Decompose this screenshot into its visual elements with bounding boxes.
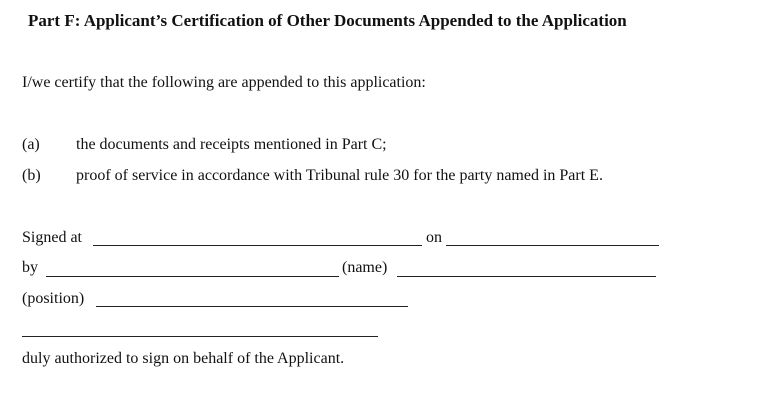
position-blank-line[interactable] [96, 306, 408, 307]
item-a-label: (a) [22, 136, 40, 153]
by-blank-line[interactable] [46, 276, 339, 277]
section-title: Part F: Applicant’s Certification of Other Documents Appended to the Application [28, 11, 627, 30]
signed-at-blank-line[interactable] [93, 245, 422, 246]
by-label: by [22, 259, 38, 276]
item-a-text: the documents and receipts mentioned in Part C; [76, 136, 387, 153]
item-b-label: (b) [22, 167, 41, 184]
closing-statement: duly authorized to sign on behalf of the Applicant. [22, 350, 345, 367]
name-label: (name) [342, 259, 388, 276]
position-label: (position) [22, 290, 85, 307]
date-blank-line[interactable] [446, 245, 659, 246]
item-b-text: proof of service in accordance with Tribunal rule 30 for the party named in Part E. [76, 167, 603, 184]
on-label: on [426, 229, 442, 246]
name-blank-line[interactable] [397, 276, 656, 277]
signature-line[interactable] [22, 336, 378, 337]
certification-intro: I/we certify that the following are appended to this application: [22, 74, 426, 91]
signed-at-label: Signed at [22, 229, 82, 246]
